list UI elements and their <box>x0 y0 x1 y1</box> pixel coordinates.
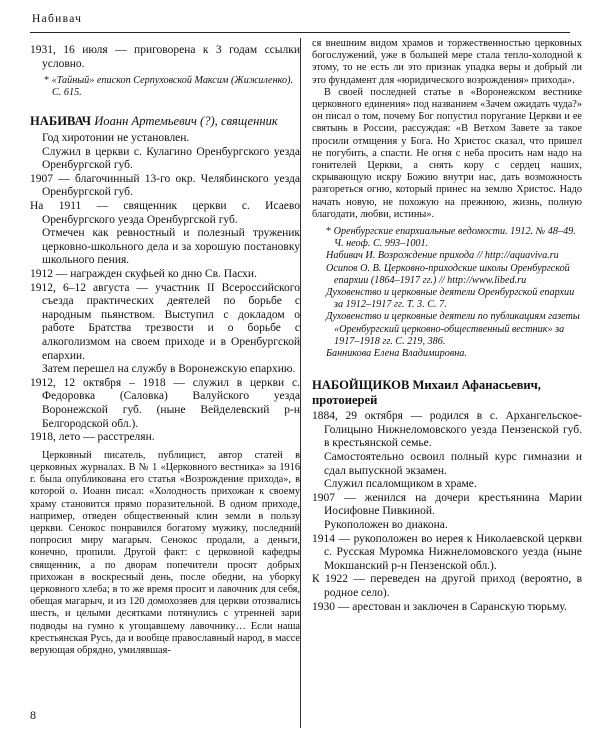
running-head-title: Набивач <box>32 13 83 25</box>
entry: 1912 — награжден скуфьей ко дню Св. Пасхи. <box>30 268 257 281</box>
bio-line: Год хиротонии не установлен. <box>42 132 190 145</box>
source-item: Духовенство и церковные деятели Оренбургской епархии за 1912–1917 гг. Т. 3. С. 7. <box>326 287 575 311</box>
source-note: * «Тайный» епископ Серпуховской Максим (Жижиленко). С. 615. <box>44 75 294 99</box>
bio-line: Затем перешел на службу в Воронежскую епархию. <box>42 363 296 376</box>
entry: К 1922 — переведен на другой приход (вероятно, в родное село). <box>312 573 582 599</box>
page-number: 8 <box>30 708 36 722</box>
biography-text: Церковный писатель, публицист, автор статей в церковных журналах. В № 1 «Церковного вестника» за 1916 г. была опубликована его статья «Возрождение прихода», в которой о. Иоанн писал: «Холодность прихожан к своему храму становится прямо поразительной. В одном приходе, например, отведен общественный клин земли в пользу церкви. Сенокос понравился богатому мужику, последний попросил миру магарыч. Сенокос продали, а деньги, конечно, пропили. Другой факт: с церковной кафедры священник, а по дворам попечители просят добрых прихожан в воскресный день, после обедни, на уборку церковного хлеба; в то же время просит и лавочник для себя, обещая магарыч, и из 120 домохозяев для церкви отозвались шесть, и целыми десятками потянулись с утренней зари подводы на гумно к угощавшему лавочнику… Если наша крестьянская Русь, да и вообще православный народ, в массе верующая обрядно, умилявшая- <box>30 449 300 656</box>
entry: 1931, 16 июля — приговорена к 3 годам ссылки условно. <box>30 44 300 70</box>
bio-line: Рукоположен во диакона. <box>324 519 448 532</box>
right-column <box>312 38 582 614</box>
entry: 1914 — рукоположен во иерея к Николаевской церкви с. Русская Муромка Нижнеломовского уезда (ныне Мокшанский р-н Пензенской обл.). <box>312 532 582 572</box>
source-item: Осипов О. В. Церковно-приходские школы Оренбургской епархии (1864–1917 гг.) // http://www.libed.ru <box>326 262 570 286</box>
person-heading: НАБОЙЩИКОВ Михаил Афанасьевич, протоиерей <box>312 378 541 407</box>
bio-line: Служил в церкви с. Кулагино Оренбургского уезда Оренбургской губ. <box>42 145 300 172</box>
sources-list <box>312 226 582 360</box>
author-name: Банникова Елена Владимировна. <box>326 348 467 360</box>
entry: 1918, лето — расстрелян. <box>30 431 155 444</box>
entry: 1912, 6–12 августа — участник II Всероссийского съезда практических деятелей по борьбе с народным пьянством. Выступил с докладом о работе Братства трезвости и о борьбе с алкоголизмом на своем приходе и в Оренбургской епархии. <box>30 281 300 362</box>
bio-line: Служил псаломщиком в храме. <box>324 478 477 491</box>
source-item: Духовенство и церковные деятели по публикациям газеты «Оренбургский церковно-общественный вестник» за 1917–1918 гг. С. 219, 386. <box>326 311 580 347</box>
entry: 1907 — благочинный 13-го окр. Челябинского уезда Оренбургской губ. <box>30 172 300 199</box>
column-divider <box>300 38 301 728</box>
entry: На 1911 — священник церкви с. Исаево Оренбургского уезда Оренбургской губ. <box>30 200 301 226</box>
left-column <box>30 44 300 657</box>
person-heading: НАБИВАЧ Иоанн Артемьевич (?), священник <box>30 113 278 128</box>
entry: 1884, 29 октября — родился в с. Архангельское-Голицыно Нижнеломовского уезда Пензенской губ. в крестьянской семье. <box>312 410 582 450</box>
running-head <box>30 6 570 33</box>
source-item: * Оренбургские епархиальные ведомости. 1912. № 48–49. Ч. неоф. С. 993–1001. <box>326 226 576 250</box>
bio-line: Самостоятельно освоил полный курс гимназии и сдал выпускной экзамен. <box>324 451 582 477</box>
source-item: Набивач И. Возрождение прихода // http://aquaviva.ru <box>326 250 559 262</box>
entry: 1912, 12 октября – 1918 — служил в церкви с. Федоровка (Саловка) Валуйского уезда Воронежской губ. (ныне Вейделевский р-н Белгородской обл.). <box>30 376 300 430</box>
entry: 1930 — арестован и заключен в Саранскую тюрьму. <box>312 600 567 613</box>
biography-text: ся внешним видом храмов и торжественностью церковных богослужений, уже в большей мере стала тепло-холодной к этому, то не есть ли это признак упадка веры и добрый ли это фундамент для «юридического возрождения» прихода». В своей последней статье в «Воронежском вестнике церковного единения» под названием «Зачем ожидать чуда?» он писал о том, почему Бог попустил поругание Церкви и ее святынь в России, рассуждая: «В Ветхом Завете за такое просили отмщения у Бога. Но Христос сказал, что пришел не погубить, а спасти. Не огня с неба просить нам надо на гонителей Церкви, а снять кору с сердец наших, скрывающую искру Божию внутри нас, дать возможность разгореться огню, который принес на землю Христос. Надо начать новую, не похожую на прежнюю, жизнь, полную благодати, любви, истины». <box>312 38 582 220</box>
entry: 1907 — женился на дочери крестьянина Марии Иосифовне Пивкиной. <box>312 491 582 518</box>
bio-line: Отмечен как ревностный и полезный труженик церковно-школьного дела и за хорошую постановку школьного пения. <box>42 227 300 267</box>
